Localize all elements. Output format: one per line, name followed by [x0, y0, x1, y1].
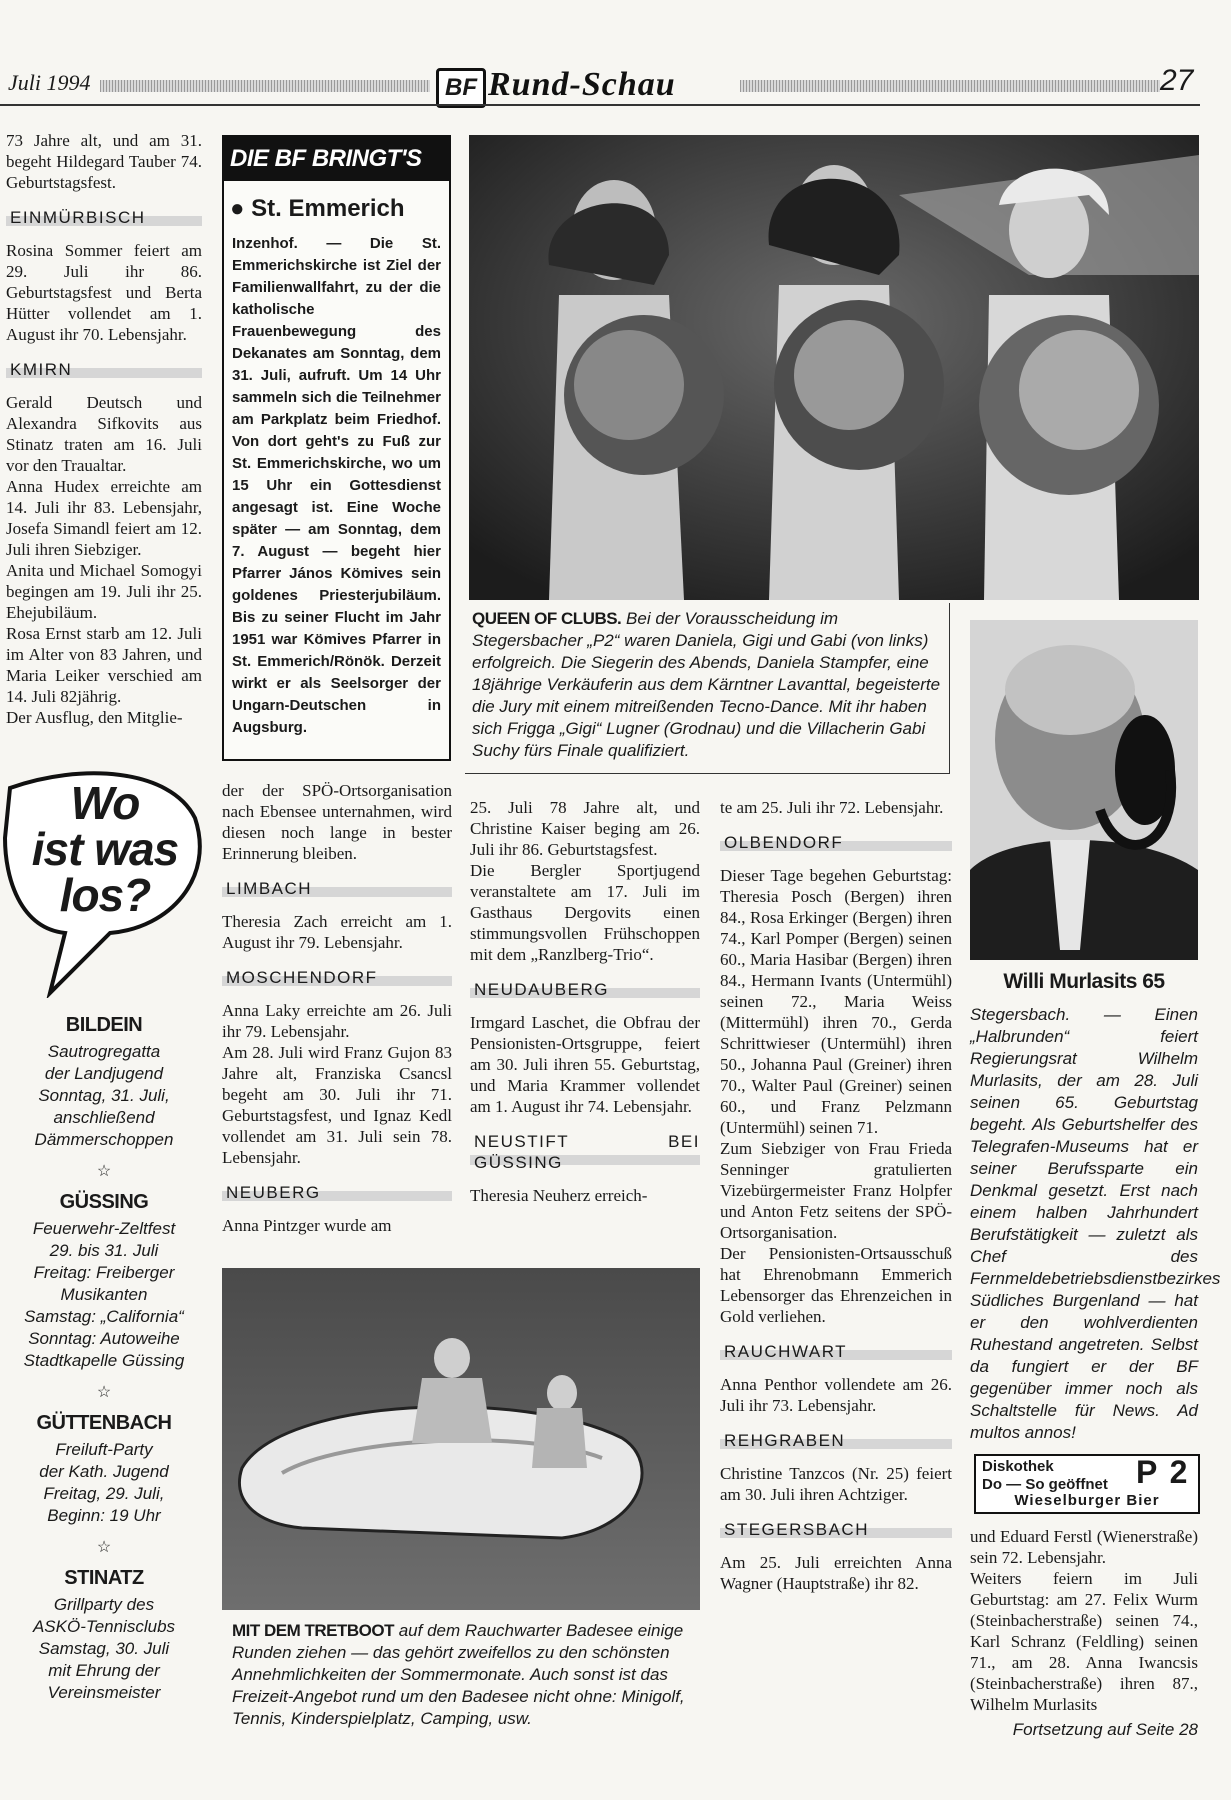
pedal-boat-image — [222, 1268, 700, 1610]
queen-caption-lead: QUEEN OF CLUBS. — [472, 609, 622, 628]
col3-neust-text: Theresia Neuherz erreich- — [470, 1186, 648, 1205]
left-p2: Gerald Deutsch und Alexandra Sifkovits aus Stinatz traten am 16. Juli vor den Traualtar. — [6, 393, 202, 475]
section-title: Rund-Schau — [488, 66, 676, 103]
event-line: Stadtkapelle Güssing — [23, 1351, 185, 1370]
bf-box-heading — [230, 195, 443, 223]
bf-box-title: DIE BF BRINGT'S — [224, 137, 449, 181]
bf-box-heading-text: St. Emmerich — [251, 195, 405, 222]
star-icon: ☆ — [96, 1384, 112, 1401]
heading-moschendorf: MOSCHENDORF — [222, 963, 452, 992]
ad-line-1: Diskothek — [982, 1458, 1054, 1475]
col4-rehg-text: Christine Tanzcos (Nr. 25) feiert am 30. Juli ihren Achtziger. — [720, 1464, 952, 1504]
left-intro: 73 Jahre alt, und am 31. begeht Hildegard Tauber 74. Geburtstagsfest. — [6, 131, 202, 192]
bullet-icon: ● — [230, 195, 245, 222]
heading-neustift: NEUSTIFT BEI GÜSSING — [470, 1127, 700, 1177]
heading-kmirn: KMIRN — [6, 355, 202, 384]
heading-rauchwart: RAUCHWART — [720, 1337, 952, 1366]
column-5 — [970, 1526, 1198, 1740]
ad-logo: P 2 — [1136, 1454, 1190, 1490]
willi-text: Stegersbach. — Einen „Halbrunden“ feiert Regierungsrat Wilhelm Murlasits, der am 28. Juli seinen 65. Geburtstag begeht. Als Geburtshelfer des Telegrafen-Museums hat er seiner Berufssparte ein Denkmal gesetzt. Erst nach einem halben Jahrhundert Berufstätigkeit — zuletzt als Chef des Fernmeldebetriebsdienstbezirkes Südliches Burgenland — hat er den wohlverdienten Ruhestand angetreten. Selbst da fungiert er der BF gegenüber immer noch als Schaltstelle für News. Ad multos annos! — [970, 1005, 1221, 1442]
event-line: Dämmerschoppen — [34, 1130, 174, 1149]
col3-neud-text: Irmgard Laschet, die Obfrau der Pensionisten-Ortsgruppe, feiert am 30. Juli ihren 55. Geburtstag, und Maria Krammer vollendet am 1. August ihr 74. Lebensjahr. — [470, 1013, 700, 1116]
queen-photo-image — [469, 135, 1199, 600]
ad-line-2: Do — So geöffnet — [982, 1476, 1108, 1493]
column-4 — [720, 797, 952, 1594]
heading-einmuerbisch: EINMÜRBISCH — [6, 203, 202, 232]
col4-rauch-text: Anna Penthor vollendete am 26. Juli ihr 73. Lebensjahr. — [720, 1375, 952, 1415]
event-line: mit Ehrung der — [48, 1661, 160, 1680]
col2-limbach-text: Theresia Zach erreicht am 1. August ihr 79. Lebensjahr. — [222, 912, 452, 952]
boat-caption-lead: MIT DEM TRETBOOT — [232, 1621, 394, 1640]
col3-p0: 25. Juli 78 Jahre alt, und Christine Kaiser beging am 26. Juli ihr 86. Geburtstagsfest. — [470, 798, 700, 859]
page-number: 27 — [1160, 64, 1194, 97]
bf-box-text: Inzenhof. — Die St. Emmerichskirche ist Ziel der Familienwallfahrt, zu der die katholische Frauenbewegung des Dekanates am Sonntag, dem 31. Juli, aufruft. Um 14 Uhr sammeln sich die Teilnehmer am Parkplatz beim Friedhof. Von dort geht's zu Fuß zur St. Emmerichskirche, wo um 15 Uhr ein Gottesdienst angesagt ist. Eine Woche später — am Sonntag, dem 7. August — begeht hier Pfarrer János Kömives sein goldenes Priesterjubiläum. Bis zu seiner Flucht im Jahr 1951 war Kömives Pfarrer in St. Emmerich/Rönök. Derzeit wirkt er als Seelsorger der Ungarn-Deutschen in Augsburg. — [232, 235, 441, 736]
event-line: Feuerwehr-Zeltfest — [32, 1219, 176, 1238]
event-line: 29. bis 31. Juli — [49, 1241, 159, 1260]
left-p1: Rosina Sommer feiert am 29. Juli ihr 86. Geburtstagsfest und Berta Hütter vollendet am 1. August ihr 70. Lebensjahr. — [6, 241, 202, 344]
event-line: Sonntag: Autoweihe — [28, 1329, 180, 1348]
bubble-line-1: Wo — [70, 777, 140, 829]
col2-mosch-text-2: Am 28. Juli wird Franz Gujon 83 Jahre alt, Franziska Csancsl begeht am 30. Juli ihr 71. Geburtstagsfest, und Ignaz Kedl vollendet am 31. Juli sein 78. Lebensjahr. — [222, 1043, 452, 1167]
col2-p0: der der SPÖ-Ortsorganisation nach Ebensee unternahmen, wird diesen noch lange in bester Erinnerung bleiben. — [222, 781, 452, 863]
event-line: Samstag, 30. Juli — [38, 1639, 170, 1658]
willi-name: Willi Murlasits 65 — [1003, 970, 1165, 993]
heading-limbach: LIMBACH — [222, 874, 452, 903]
event-line: Musikanten — [60, 1285, 148, 1304]
col3-p1: Die Bergler Sportjugend veranstaltete am 17. Juli im Gasthaus Dergovits einen stimmungsvollen Frühschoppen mit dem „Ranzlberg-Trio“. — [470, 861, 700, 964]
event-line: Beginn: 19 Uhr — [47, 1506, 161, 1525]
left-column — [6, 130, 202, 728]
event-line: Samstag: „California“ — [24, 1307, 184, 1326]
p2-ad — [974, 1454, 1200, 1514]
ad-line-3: Wieselburger Bier — [1014, 1492, 1160, 1509]
event-line: anschließend — [53, 1108, 155, 1127]
event-line: Freitag: Freiberger — [33, 1263, 175, 1282]
bubble-line-2: ist was — [31, 823, 179, 875]
col4-p0: te am 25. Juli ihr 72. Lebensjahr. — [720, 798, 944, 817]
event-line: Sonntag, 31. Juli, — [38, 1086, 170, 1105]
willi-photo — [970, 620, 1198, 960]
event-line: der Kath. Jugend — [39, 1462, 169, 1481]
col5-p1: Weiters feiern im Juli Geburtstag: am 27. Felix Wurm (Steinbacherstraße) seinen 74., Karl Schranz (Feldling) seinen 71., am 28. Anna Iwancsis (Steinbacherstraße) ihren 87., Wilhelm Murlasits — [970, 1569, 1198, 1714]
issue-date: Juli 1994 — [8, 70, 91, 95]
event-line: der Landjugend — [44, 1064, 164, 1083]
header-underline — [0, 104, 1200, 106]
col4-steg-text: Am 25. Juli erreichten Anna Wagner (Hauptstraße) ihr 82. — [720, 1553, 952, 1593]
heading-rehgraben: REHGRABEN — [720, 1426, 952, 1455]
continuation-note: Fortsetzung auf Seite 28 — [1012, 1720, 1198, 1739]
queen-caption-text: Bei der Vorausscheidung im Stegersbacher „P2“ waren Daniela, Gigi und Gabi (von links) erfolgreich. Die Siegerin des Abends, Daniela Stampfer, eine 18jährige Verkäuferin aus dem Kärntner Lavanttal, begeisterte die Jury mit einem mitreißenden Tecno-Dance. Mit ihr haben sich Frigga „Gigi“ Lugner (Grodnau) und die Villacherin Gabi Suchy fürs Finale qualifiziert. — [472, 609, 941, 760]
bf-bringts-box — [222, 135, 451, 761]
col2-neuberg-text: Anna Pintzger wurde am — [222, 1216, 392, 1235]
star-icon: ☆ — [96, 1163, 112, 1180]
header-rule-right — [740, 80, 1160, 92]
event-line: Grillparty des — [53, 1595, 155, 1614]
heading-neuberg: NEUBERG — [222, 1178, 452, 1207]
bf-logo: BF — [436, 68, 486, 108]
event-line: Sautrogregatta — [47, 1042, 161, 1061]
event-line: Vereinsmeister — [47, 1683, 161, 1702]
heading-olbendorf: OLBENDORF — [720, 828, 952, 857]
events-calendar — [4, 1008, 204, 1704]
bubble-text — [10, 777, 200, 921]
header-rule-left — [100, 80, 430, 92]
left-p3: Anna Hudex erreichte am 14. Juli ihr 83. Lebensjahr, Josefa Simandl feiert am 12. Juli ihren Siebziger. — [6, 477, 202, 559]
left-p5: Rosa Ernst starb am 12. Juli im Alter von 83 Jahren, und Maria Leiker verschied am 14. Juli 82jährig. — [6, 624, 202, 706]
queen-of-clubs-photo — [469, 135, 1199, 600]
column-3 — [470, 797, 700, 1206]
boat-caption-text: auf dem Rauchwarter Badesee einige Runden ziehen — das gehört zweifellos zu den schönsten Annehmlichkeiten der Sommermonate. Auch sonst ist das Freizeit-Angebot rund um den Badesee nicht ohne: Minigolf, Tennis, Kinderspielplatz, Camping, usw. — [232, 1621, 685, 1728]
col4-olb-text-3: Der Pensionisten-Ortsausschuß hat Ehrenobmann Emmerich Lebensorger das Ehrenzeichen in Gold verliehen. — [720, 1244, 952, 1326]
col2-mosch-text-1: Anna Laky erreichte am 26. Juli ihr 79. Lebensjahr. — [222, 1001, 452, 1041]
left-p6: Der Ausflug, den Mitglie- — [6, 708, 183, 727]
event-title: BILDEIN — [65, 1014, 143, 1036]
col4-olb-text-1: Dieser Tage begehen Geburtstag: Theresia Posch (Bergen) ihren 84., Rosa Erkinger (Bergen) ihren 74., Karl Pomper (Bergen) seinen 60., Maria Hasibar (Bergen) ihren 84., Hermann Ivants (Untermühl) seinen 72., Maria Weiss (Mittermühl) ihren 70., Gerda Schrittwieser (Untermühl) ihren 50., Johanna Paul (Greiner) ihren 70., Walter Paul (Greiner) seinen 60., und Franz Pelzmann (Untermühl) seinen 71. — [720, 866, 952, 1137]
event-line: Freiluft-Party — [55, 1440, 153, 1459]
queen-caption-frame — [465, 603, 950, 774]
event-line: Freitag, 29. Juli, — [43, 1484, 165, 1503]
event-line: ASKÖ-Tennisclubs — [32, 1617, 176, 1636]
left-p4: Anita und Michael Somogyi begingen am 19. Juli ihr 25. Ehejubiläum. — [6, 561, 202, 622]
willi-photo-image — [970, 620, 1198, 960]
heading-neudauberg: NEUDAUBERG — [470, 975, 700, 1004]
event-title: GÜTTENBACH — [36, 1412, 172, 1434]
col5-p0: und Eduard Ferstl (Wienerstraße) sein 72. Lebensjahr. — [970, 1527, 1198, 1567]
bubble-line-3: los? — [59, 869, 151, 921]
event-title: STINATZ — [64, 1567, 144, 1589]
star-icon: ☆ — [96, 1539, 112, 1556]
boat-caption — [232, 1620, 692, 1730]
event-title: GÜSSING — [59, 1191, 149, 1213]
heading-stegersbach: STEGERSBACH — [720, 1515, 952, 1544]
pedal-boat-photo — [222, 1268, 700, 1610]
column-2 — [222, 780, 452, 1236]
col4-olb-text-2: Zum Siebziger von Frau Frieda Senninger gratulierten Vizebürgermeister Franz Holpfer und Anton Fetz seitens der SPÖ-Ortsorganisation. — [720, 1139, 952, 1242]
